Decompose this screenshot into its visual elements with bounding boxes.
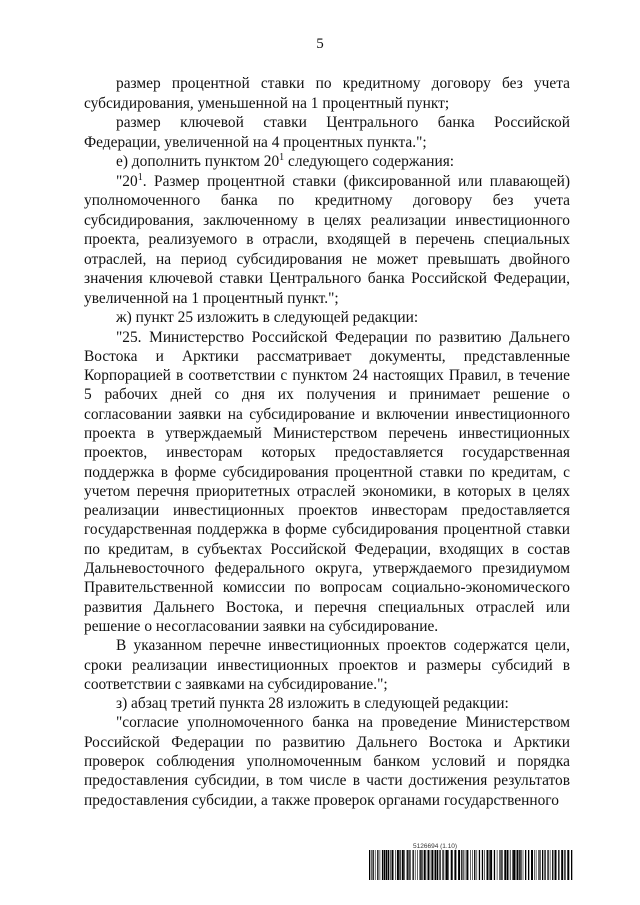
barcode-bar (547, 850, 548, 880)
barcode-bar (395, 850, 396, 880)
barcode-bar (550, 850, 551, 880)
barcode-bar (397, 850, 399, 880)
paragraph: "25. Министерство Российской Федерации по развитию Дальнего Востока и Арктики рассматривает документы, представленные Корпорацией в соответствии с пунктом 24 настоящих Правил, в течение 5 рабочих дней со дня их получения и принимает решение о согласовании заявки на субсидирование и включении инвестиционного проекта в утверждаемый Министерством перечень инвестиционных проектов, инвесторам которых предоставляется государственная поддержка в форме субсидирования процентной ставки по кредитам, с учетом перечня приоритетных отраслей экономики, в которых в целях реализации инвестиционных проектов инвесторам предоставляется государственная поддержка в форме субсидирования процентной ставки по кредитам, в субъектах Российской Федерации, входящих в состав Дальневосточного федерального округа, утверждаемого президиумом Правительственной комиссии по вопросам социально-экономического развития Дальнего Востока, и перечня специальных отраслей или решение о несогласовании заявки на субсидирование. (84, 328, 570, 635)
barcode-bar (371, 850, 372, 880)
barcode-bar (494, 850, 495, 880)
barcode-bar (399, 850, 400, 880)
barcode-bar (407, 850, 408, 880)
barcode-bar (465, 850, 466, 880)
barcode-bar (388, 850, 389, 880)
barcode-bar (435, 850, 437, 880)
barcode-bar (517, 850, 518, 880)
barcode-bar (442, 850, 443, 880)
body-text (84, 74, 570, 810)
barcode-bar (375, 850, 376, 880)
barcode-bar (540, 850, 541, 880)
barcode-bar (482, 850, 483, 880)
document-stamp-code: 5126694 (1.10) (413, 843, 458, 850)
barcode-bar (484, 850, 485, 880)
barcode-bar (487, 850, 489, 880)
paragraph: "согласие уполномоченного банка на проведение Министерством Российской Федерации по развитию Дальнего Востока и Арктики проверок соблюдения уполномоченным банком условий и порядка предоставления субсидии, в том числе в части достижения результатов предоставления субсидии, а также проверок органами государственного (84, 714, 570, 809)
barcode-bar (552, 850, 553, 880)
barcode-bar (510, 850, 511, 880)
barcode-bar (564, 850, 565, 880)
barcode-bar (445, 850, 446, 880)
barcode-bar (404, 850, 405, 880)
barcode-bar (528, 850, 529, 880)
barcode-bar (454, 850, 456, 880)
paragraph: ж) пункт 25 изложить в следующей редакции: (116, 309, 419, 326)
barcode-bar (499, 850, 500, 880)
paragraph: размер процентной ставки по кредитному договору без учета субсидирования, уменьшенной на 1 процентный пункт; (84, 75, 570, 112)
barcode-bar (479, 850, 480, 880)
barcode-bar (392, 850, 394, 880)
barcode-bar (531, 850, 533, 880)
barcode-bar (402, 850, 404, 880)
barcode-bar (431, 850, 433, 880)
barcode-bar (507, 850, 508, 880)
barcode-bar (525, 850, 526, 880)
barcode-bar (369, 850, 370, 880)
barcode-bar (519, 850, 520, 880)
barcode-bar (428, 850, 429, 880)
barcode-bar (520, 850, 521, 880)
barcode-bar (420, 850, 421, 880)
barcode-bar (382, 850, 383, 880)
paragraph: размер ключевой ставки Центрального банка Российской Федерации, увеличенной на 4 процентных пункта."; (84, 114, 570, 151)
barcode-bar (523, 850, 524, 880)
barcode-bar (567, 850, 569, 880)
barcode-bar (427, 850, 428, 880)
barcode-bar (538, 850, 539, 880)
barcode-bar (516, 850, 517, 880)
barcode-bar (534, 850, 535, 880)
barcode-bar (539, 850, 540, 880)
barcode-bar (472, 850, 473, 880)
barcode-bar (451, 850, 453, 880)
barcode-bar (386, 850, 388, 880)
barcode-bar (544, 850, 545, 880)
paragraph: е) дополнить пунктом $20^1$ следующего содержания: (116, 151, 455, 170)
page-number: 5 (316, 36, 324, 52)
barcode-bar (497, 850, 498, 880)
barcode-bar (536, 850, 537, 880)
barcode-bar (461, 850, 462, 880)
barcode-bar (377, 850, 378, 880)
barcode-bar (477, 850, 478, 880)
barcode-bar (509, 850, 510, 880)
barcode-bar (561, 850, 563, 880)
barcode-bar (430, 850, 431, 880)
barcode-bar (380, 850, 381, 880)
barcode-bar (555, 850, 557, 880)
barcode-bar (439, 850, 440, 880)
barcode-bar (558, 850, 559, 880)
barcode-bar (489, 850, 490, 880)
barcode-bar (458, 850, 460, 880)
barcode-bar (413, 850, 414, 880)
barcode-bar (571, 850, 572, 880)
barcode-bar (415, 850, 416, 880)
barcode-bar (466, 850, 468, 880)
barcode-bar (373, 850, 374, 880)
barcode-bar (504, 850, 506, 880)
barcode-bar (437, 850, 438, 880)
barcode-bar (501, 850, 502, 880)
barcode-bar (512, 850, 513, 880)
barcode-bar (417, 850, 418, 880)
barcode-bar (490, 850, 492, 880)
barcode-bar (470, 850, 471, 880)
barcode-bar (390, 850, 391, 880)
barcode-bar (410, 850, 411, 880)
barcode-bar (542, 850, 543, 880)
barcode-bar (474, 850, 475, 880)
paragraph: В указанном перечне инвестиционных проектов содержатся цели, сроки реализации инвестиционных проектов и размеры субсидий в соответствии с заявками на субсидирование."; (84, 637, 570, 693)
paragraph: "$20^1$. Размер процентной ставки (фиксированной или плавающей) уполномоченного банка по кредитному договору без учета субсидирования, заключенному в целях реализации инвестиционного проекта, реализуемого в отрасли, входящей в перечень специальных отраслей, на период субсидирования не может превышать двойного значения ключевой ставки Центрального банка Российской Федерации, увеличенной на 1 процентный пункт."; (84, 171, 570, 307)
barcode-bar (448, 850, 449, 880)
barcode-bar (500, 850, 501, 880)
barcode-bar (446, 850, 448, 880)
barcode-bar (408, 850, 409, 880)
barcode-bar (421, 850, 422, 880)
barcode-image (369, 850, 573, 880)
barcode-bar (384, 850, 385, 880)
paragraph: з) абзац третий пункта 28 изложить в следующей редакции: (116, 695, 509, 713)
barcode-bar (513, 850, 515, 880)
barcode-bar (424, 850, 426, 880)
barcode-bar (463, 850, 464, 880)
